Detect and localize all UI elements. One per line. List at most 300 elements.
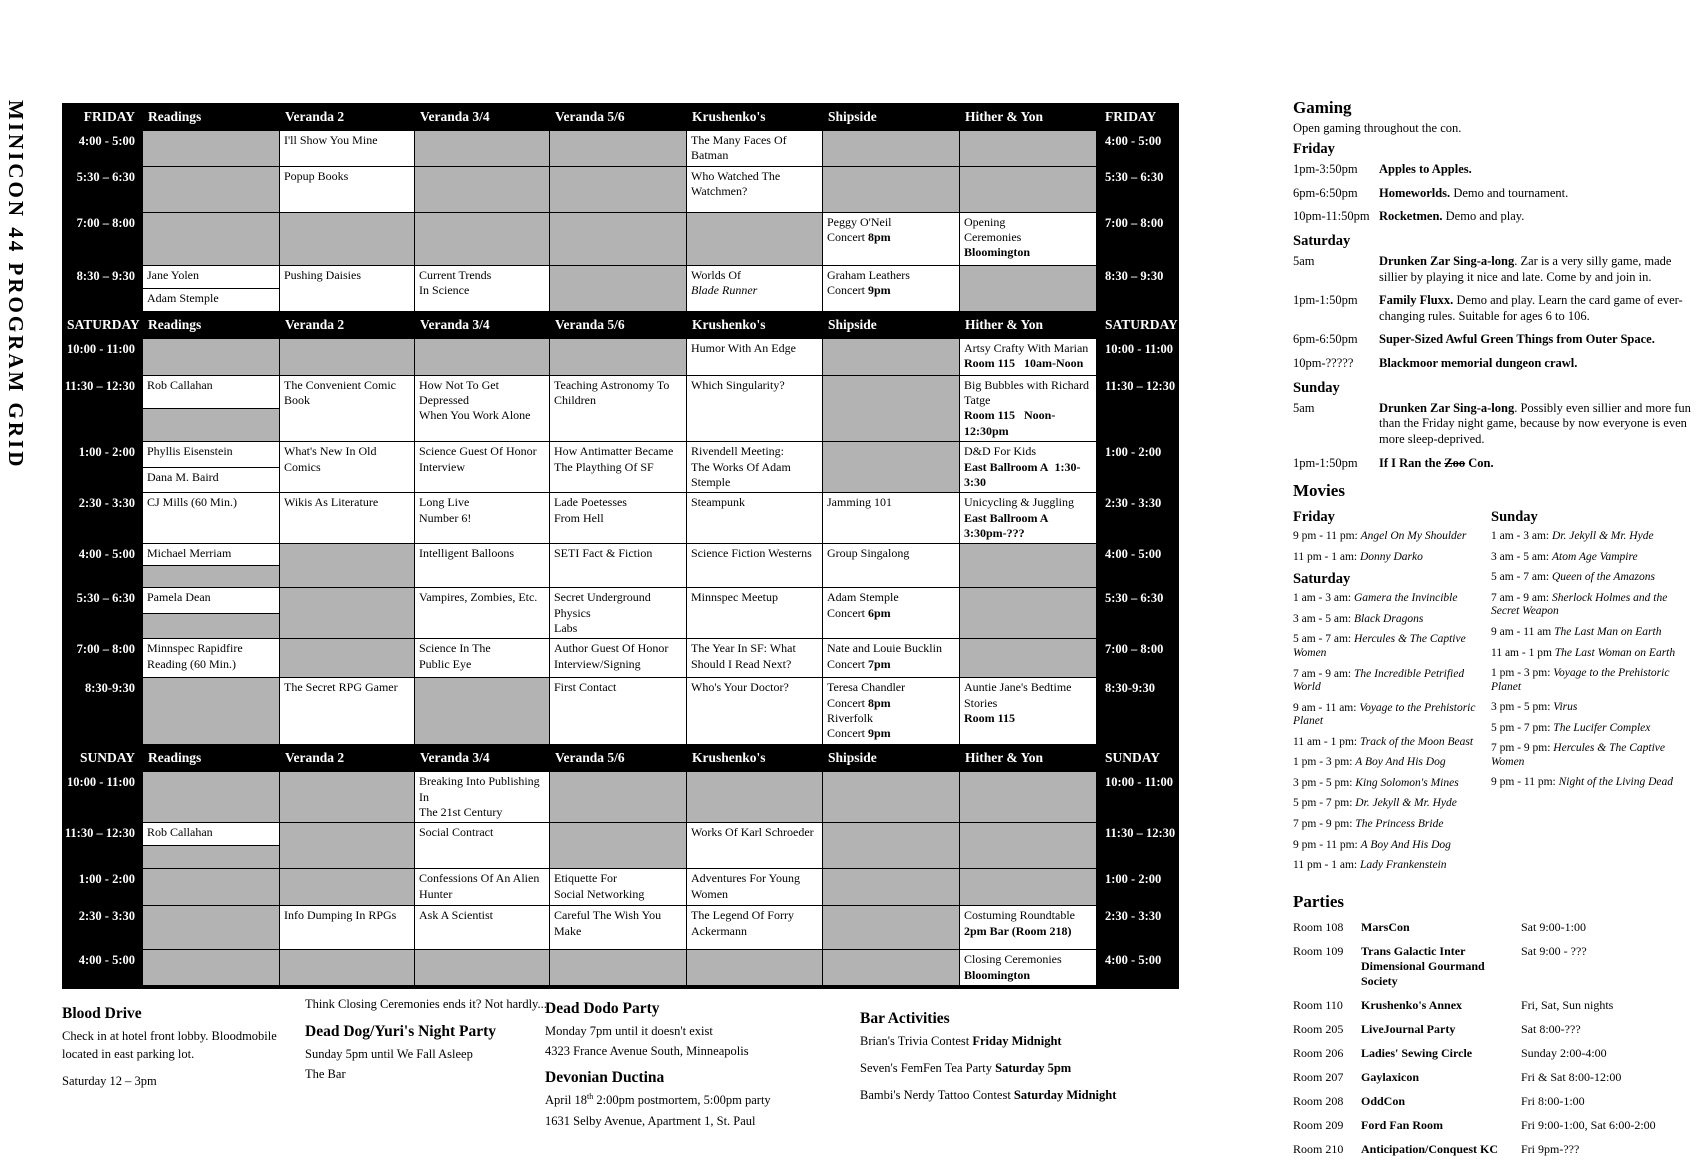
- empty-cell: [823, 950, 959, 985]
- grid-row: [62, 823, 1179, 868]
- movie-time: 7 pm - 9 pm:: [1491, 742, 1551, 755]
- split-cell: [143, 266, 279, 311]
- time-label: 4:00 - 5:00: [1097, 950, 1179, 985]
- gaming-description: Drunken Zar Sing-a-long. Possibly even sillier and more fun than the Friday night game, because by now everyone is even more sleep-deprived.: [1379, 400, 1691, 446]
- party-room: Room 206: [1293, 1045, 1344, 1060]
- event-cell: Michael Merriam: [143, 544, 279, 565]
- party-name: Gaylaxicon: [1361, 1069, 1420, 1084]
- empty-cell: [415, 167, 549, 212]
- movie-entry: [1491, 742, 1695, 769]
- day-label-left: SUNDAY: [62, 747, 142, 769]
- gaming-description: Homeworlds. Demo and tournament.: [1379, 185, 1569, 200]
- empty-cell: [687, 772, 822, 822]
- event-cell: Careful The Wish You Make: [550, 906, 686, 949]
- empty-cell: [550, 823, 686, 868]
- event-cell: Jamming 101: [823, 493, 959, 543]
- party-name: MarsCon: [1361, 919, 1410, 934]
- event-cell: Jane Yolen: [143, 266, 279, 288]
- empty-cell: [823, 869, 959, 905]
- gaming-event: [1293, 293, 1695, 324]
- movie-title: Dr. Jekyll & Mr. Hyde: [1355, 797, 1457, 810]
- gaming-description: Blackmoor memorial dungeon crawl.: [1379, 356, 1578, 370]
- grid-row: [62, 167, 1179, 212]
- party-room: Room 207: [1293, 1069, 1344, 1084]
- event-cell: Graham Leathers Concert 9pm: [823, 266, 959, 311]
- event-cell: How Not To Get Depressed When You Work Alone: [415, 376, 549, 441]
- party-name: Ladies' Sewing Circle: [1361, 1045, 1473, 1060]
- event-cell: Which Singularity?: [687, 376, 822, 441]
- text-line: 1631 Selby Avenue, Apartment 1, St. Paul: [545, 1113, 756, 1128]
- movie-entry: [1491, 667, 1695, 694]
- movie-entry: [1293, 702, 1483, 729]
- page-title: MINICON 44 PROGRAM GRID: [4, 100, 28, 470]
- empty-cell: [687, 950, 822, 985]
- movie-time: 3 pm - 5 pm:: [1293, 776, 1353, 789]
- movie-time: 9 am - 11 am: [1491, 625, 1552, 638]
- movie-title: The Lucifer Complex: [1553, 721, 1651, 734]
- event-cell: Teaching Astronomy To Children: [550, 376, 686, 441]
- event-cell: Confessions Of An Alien Hunter: [415, 869, 549, 905]
- movie-title: Voyage to the Prehistoric Planet: [1293, 701, 1476, 728]
- gaming-event: [1293, 209, 1695, 225]
- event-cell: Current Trends In Science: [415, 266, 549, 311]
- event-cell: SETI Fact & Fiction: [550, 544, 686, 587]
- movie-time: 3 am - 5 am:: [1491, 550, 1550, 563]
- time-label: 11:30 – 12:30: [62, 376, 142, 441]
- empty-cell: [960, 823, 1096, 868]
- blood-drive-section: [62, 1005, 310, 1092]
- empty-cell: [280, 213, 414, 265]
- movie-entry: [1293, 633, 1483, 660]
- event-cell: Ask A Scientist: [415, 906, 549, 949]
- party-name: Ford Fan Room: [1361, 1117, 1443, 1132]
- column-header: Veranda 5/6: [550, 106, 686, 128]
- time-label: 5:30 – 6:30: [1097, 588, 1179, 638]
- event-cell: How Antimatter Became The Plaything Of SF: [550, 442, 686, 492]
- movie-title: Night of the Living Dead: [1558, 776, 1673, 789]
- column-header: Veranda 2: [280, 106, 414, 128]
- time-label: 11:30 – 12:30: [1097, 376, 1179, 441]
- bar-activities-body: [860, 1032, 1210, 1104]
- party-name: Krushenko's Annex: [1361, 997, 1463, 1012]
- event-cell: Minnspec Meetup: [687, 588, 822, 638]
- split-cell: [143, 544, 279, 587]
- empty-cell: [280, 869, 414, 905]
- text-line: The Bar: [305, 1067, 346, 1082]
- gaming-description: Super-Sized Awful Green Things from Outer Space.: [1379, 332, 1655, 347]
- gaming-description: Family Fluxx. Demo and play. Learn the card game of ever-changing rules. Suitable for ages 6 to 106.: [1379, 293, 1683, 323]
- gaming-time: 10pm-11:50pm: [1293, 209, 1370, 224]
- event-cell: Adam Stemple Concert 6pm: [823, 588, 959, 638]
- empty-cell: [960, 266, 1096, 311]
- dead-dodo-body: [545, 1022, 845, 1060]
- empty-cell: [143, 566, 279, 587]
- party-room: Room 209: [1293, 1117, 1344, 1132]
- gaming-description: Drunken Zar Sing-a-long. Zar is a very silly game, made sillier by playing it nice and late. Come by and join in.: [1379, 253, 1672, 284]
- movie-time: 5 am - 7 am:: [1491, 571, 1550, 584]
- empty-cell: [143, 846, 279, 868]
- movie-title: Track of the Moon Beast: [1359, 735, 1474, 748]
- movie-title: Angel On My Shoulder: [1360, 530, 1467, 543]
- day-label-right: FRIDAY: [1097, 106, 1179, 128]
- movie-time: 9 pm - 11 pm:: [1293, 530, 1358, 543]
- gaming-event: [1293, 356, 1695, 372]
- column-header: Veranda 2: [280, 747, 414, 769]
- event-cell: Pamela Dean: [143, 588, 279, 613]
- empty-cell: [280, 950, 414, 985]
- movie-time: 7 am - 9 am:: [1293, 667, 1352, 680]
- party-row: [1293, 998, 1695, 1013]
- movie-entry: [1491, 776, 1695, 790]
- gaming-event: [1293, 162, 1695, 178]
- time-label: 5:30 – 6:30: [62, 167, 142, 212]
- movie-time: 1 pm - 3 pm:: [1491, 667, 1551, 680]
- movie-time: 3 pm - 5 pm:: [1491, 701, 1551, 714]
- column-header: Hither & Yon: [960, 314, 1096, 336]
- grid-row: [62, 950, 1179, 985]
- movie-title: Lady Frankenstein: [1359, 859, 1447, 872]
- grid-row: [62, 442, 1179, 492]
- movie-entry: [1491, 551, 1695, 565]
- empty-cell: [823, 906, 959, 949]
- movie-title: Dr. Jekyll & Mr. Hyde: [1552, 530, 1654, 543]
- party-row: [1293, 1094, 1695, 1109]
- event-cell: Adventures For Young Women: [687, 869, 822, 905]
- movie-entry: [1293, 859, 1483, 873]
- empty-cell: [415, 339, 549, 375]
- empty-cell: [960, 588, 1096, 638]
- empty-cell: [823, 376, 959, 441]
- party-time: Sunday 2:00-4:00: [1521, 1045, 1607, 1060]
- event-cell: First Contact: [550, 678, 686, 744]
- event-cell: Steampunk: [687, 493, 822, 543]
- party-row: [1293, 920, 1695, 935]
- grid-header-row: [62, 312, 1179, 338]
- event-cell: The Many Faces Of Batman: [687, 131, 822, 166]
- column-header: Shipside: [823, 747, 959, 769]
- empty-cell: [415, 131, 549, 166]
- event-cell: Unicycling & Juggling East Ballroom A 3:30pm-???: [960, 493, 1096, 543]
- movie-time: 7 pm - 9 pm:: [1293, 818, 1353, 830]
- text-line: Brian's Trivia Contest Friday Midnight: [860, 1034, 1062, 1048]
- movie-entry: [1293, 592, 1483, 606]
- movie-title: Hercules & The Captive Women: [1293, 633, 1466, 659]
- grid-row: [62, 639, 1179, 677]
- time-label: 4:00 - 5:00: [62, 131, 142, 166]
- time-label: 7:00 – 8:00: [1097, 213, 1179, 265]
- empty-cell: [143, 167, 279, 212]
- movie-entry: [1293, 551, 1483, 565]
- event-cell: Etiquette For Social Networking: [550, 869, 686, 905]
- bar-activities-title: Bar Activities: [860, 1010, 950, 1027]
- event-cell: CJ Mills (60 Min.): [143, 493, 279, 543]
- column-header: Krushenko's: [687, 106, 822, 128]
- empty-cell: [280, 588, 414, 638]
- party-row: [1293, 944, 1695, 989]
- movie-title: Voyage to the Prehistoric Planet: [1491, 667, 1670, 693]
- column-header: Veranda 3/4: [415, 314, 549, 336]
- event-cell: Intelligent Balloons: [415, 544, 549, 587]
- day-label-right: SUNDAY: [1097, 747, 1179, 769]
- grid-header-row: [62, 104, 1179, 130]
- movie-title: Atom Age Vampire: [1552, 550, 1638, 563]
- empty-cell: [960, 639, 1096, 677]
- event-cell: Costuming Roundtable 2pm Bar (Room 218): [960, 906, 1096, 949]
- empty-cell: [550, 950, 686, 985]
- dead-dog-title: Dead Dog/Yuri's Night Party: [305, 1023, 497, 1041]
- text-line: Sunday 5pm until We Fall Asleep: [305, 1047, 473, 1062]
- event-cell: Author Guest Of Honor Interview/Signing: [550, 639, 686, 677]
- grid-row: [62, 588, 1179, 638]
- movie-entry: [1293, 530, 1483, 544]
- empty-cell: [687, 213, 822, 265]
- gaming-intro: Open gaming throughout the con.: [1293, 121, 1462, 135]
- gaming-event: [1293, 456, 1695, 472]
- movie-time: 11 am - 1 pm:: [1293, 735, 1358, 748]
- time-label: 10:00 - 11:00: [62, 339, 142, 375]
- empty-cell: [823, 131, 959, 166]
- movie-title: A Boy And His Dog: [1360, 838, 1451, 851]
- text-line: April 18th 2:00pm postmortem, 5:00pm party: [545, 1092, 771, 1108]
- party-room: Room 109: [1293, 943, 1344, 958]
- empty-cell: [823, 442, 959, 492]
- time-label: 2:30 - 3:30: [1097, 493, 1179, 543]
- empty-cell: [960, 544, 1096, 587]
- empty-cell: [415, 213, 549, 265]
- movie-entry: [1491, 626, 1695, 640]
- empty-cell: [280, 339, 414, 375]
- movie-entry: [1293, 777, 1483, 791]
- event-cell: The Legend Of Forry Ackermann: [687, 906, 822, 949]
- event-cell: Closing Ceremonies Bloomington: [960, 950, 1096, 985]
- party-room: Room 110: [1293, 997, 1343, 1012]
- party-name: Anticipation/Conquest KC: [1361, 1141, 1499, 1156]
- movie-title: Queen of the Amazons: [1552, 571, 1655, 584]
- event-cell: Humor With An Edge: [687, 339, 822, 375]
- gaming-event: [1293, 254, 1695, 285]
- movie-entry: [1293, 818, 1483, 832]
- parties-title: Parties: [1293, 891, 1344, 911]
- movie-time: 11 pm - 1 am:: [1293, 859, 1358, 872]
- column-header: Hither & Yon: [960, 106, 1096, 128]
- gaming-title: Gaming: [1293, 98, 1352, 117]
- time-label: 11:30 – 12:30: [1097, 823, 1179, 868]
- time-label: 4:00 - 5:00: [62, 950, 142, 985]
- grid-row: [62, 339, 1179, 375]
- gaming-time: 5am: [1293, 253, 1315, 268]
- column-header: Veranda 3/4: [415, 747, 549, 769]
- gaming-time: 1pm-1:50pm: [1293, 293, 1358, 308]
- column-header: Readings: [143, 747, 279, 769]
- empty-cell: [550, 213, 686, 265]
- grid-row: [62, 544, 1179, 587]
- gaming-day-label: Friday: [1293, 141, 1335, 157]
- empty-cell: [550, 266, 686, 311]
- sidebar: [1293, 98, 1695, 1166]
- column-header: Hither & Yon: [960, 747, 1096, 769]
- column-header: Veranda 3/4: [415, 106, 549, 128]
- empty-cell: [280, 823, 414, 868]
- empty-cell: [960, 131, 1096, 166]
- party-room: Room 208: [1293, 1093, 1344, 1108]
- party-row: [1293, 1070, 1695, 1085]
- event-cell: Long Live Number 6!: [415, 493, 549, 543]
- event-cell: Dana M. Baird: [143, 468, 279, 493]
- time-label: 10:00 - 11:00: [62, 772, 142, 822]
- event-cell: Auntie Jane's Bedtime Stories Room 115: [960, 678, 1096, 744]
- movie-entry: [1491, 647, 1695, 661]
- movie-entry: [1491, 530, 1695, 544]
- grid-row: [62, 869, 1179, 905]
- empty-cell: [415, 950, 549, 985]
- empty-cell: [143, 131, 279, 166]
- movies-title: Movies: [1293, 481, 1345, 501]
- time-label: 7:00 – 8:00: [1097, 639, 1179, 677]
- movie-title: A Boy And His Dog: [1355, 756, 1446, 769]
- event-cell: Science Guest Of Honor Interview: [415, 442, 549, 492]
- time-label: 1:00 - 2:00: [62, 869, 142, 905]
- event-cell: The Secret RPG Gamer: [280, 678, 414, 744]
- day-label-right: SATURDAY: [1097, 314, 1179, 336]
- movie-time: 7 am - 9 am:: [1491, 591, 1550, 604]
- column-header: Readings: [143, 106, 279, 128]
- party-name: OddCon: [1361, 1093, 1406, 1108]
- text-line: Monday 7pm until it doesn't exist: [545, 1024, 713, 1038]
- time-label: 1:00 - 2:00: [1097, 442, 1179, 492]
- column-header: Veranda 2: [280, 314, 414, 336]
- empty-cell: [415, 678, 549, 744]
- empty-cell: [823, 167, 959, 212]
- gaming-description: Apples to Apples.: [1379, 162, 1472, 176]
- empty-cell: [143, 906, 279, 949]
- time-label: 8:30 – 9:30: [62, 266, 142, 311]
- movie-title: Gamera the Invincible: [1354, 592, 1458, 605]
- dead-dog-section: [305, 995, 553, 1085]
- movie-entry: [1491, 592, 1695, 619]
- text-line: Bambi's Nerdy Tattoo Contest Saturday Midnight: [860, 1088, 1117, 1103]
- dead-dog-body: [305, 1045, 553, 1083]
- empty-cell: [280, 772, 414, 822]
- split-cell: [143, 588, 279, 638]
- gaming-event: [1293, 332, 1695, 348]
- time-label: 2:30 - 3:30: [62, 906, 142, 949]
- event-cell: Opening Ceremonies Bloomington: [960, 213, 1096, 265]
- time-label: 1:00 - 2:00: [1097, 869, 1179, 905]
- party-row: [1293, 1142, 1695, 1157]
- party-time: Sat 8:00-???: [1521, 1021, 1581, 1036]
- time-label: 5:30 – 6:30: [1097, 167, 1179, 212]
- program-grid: [62, 103, 1179, 989]
- event-cell: Rivendell Meeting: The Works Of Adam Stemple: [687, 442, 822, 492]
- movie-entry: [1293, 797, 1483, 811]
- event-cell: Rob Callahan: [143, 823, 279, 845]
- party-time: Fri 9pm-???: [1521, 1141, 1580, 1156]
- grid-row: [62, 772, 1179, 822]
- split-cell: [143, 823, 279, 868]
- blood-drive-title: Blood Drive: [62, 1005, 142, 1022]
- time-label: 8:30 – 9:30: [1097, 266, 1179, 311]
- grid-header-row: [62, 745, 1179, 771]
- movie-time: 5 am - 7 am:: [1293, 633, 1352, 646]
- grid-row: [62, 376, 1179, 441]
- grid-row: [62, 678, 1179, 744]
- gaming-description: Rocketmen. Demo and play.: [1379, 209, 1525, 224]
- gaming-day-label: Saturday: [1293, 232, 1351, 249]
- party-name: Trans Galactic Inter Dimensional Gourmand Society: [1361, 943, 1485, 988]
- empty-cell: [550, 339, 686, 375]
- event-cell: Wikis As Literature: [280, 493, 414, 543]
- movie-time: 3 am - 5 am:: [1293, 612, 1352, 625]
- event-cell: The Year In SF: What Should I Read Next?: [687, 639, 822, 677]
- empty-cell: [143, 213, 279, 265]
- event-cell: Popup Books: [280, 167, 414, 212]
- party-room: Room 108: [1293, 919, 1344, 934]
- event-cell: What's New In Old Comics: [280, 442, 414, 492]
- party-row: [1293, 1118, 1695, 1133]
- time-label: 5:30 – 6:30: [62, 588, 142, 638]
- gaming-time: 6pm-6:50pm: [1293, 332, 1358, 347]
- dead-dodo-section: [545, 1000, 845, 1132]
- movie-title: Hercules & The Captive Women: [1491, 742, 1665, 768]
- party-time: Fri 8:00-1:00: [1521, 1093, 1585, 1108]
- time-label: 1:00 - 2:00: [62, 442, 142, 492]
- empty-cell: [823, 339, 959, 375]
- event-cell: Nate and Louie Bucklin Concert 7pm: [823, 639, 959, 677]
- movie-time: 5 pm - 7 pm:: [1491, 721, 1551, 734]
- movie-entry: [1491, 722, 1695, 736]
- party-row: [1293, 1046, 1695, 1061]
- event-cell: Who Watched The Watchmen?: [687, 167, 822, 212]
- party-time: Fri 9:00-1:00, Sat 6:00-2:00: [1521, 1117, 1656, 1132]
- event-cell: Minnspec Rapidfire Reading (60 Min.): [143, 639, 279, 677]
- event-cell: Vampires, Zombies, Etc.: [415, 588, 549, 638]
- column-header: Krushenko's: [687, 314, 822, 336]
- text-line: 4323 France Avenue South, Minneapolis: [545, 1044, 749, 1059]
- column-header: Shipside: [823, 106, 959, 128]
- empty-cell: [143, 339, 279, 375]
- movies-day-label: Saturday: [1293, 571, 1351, 588]
- gaming-time: 5am: [1293, 400, 1315, 415]
- text-line: Seven's FemFen Tea Party Saturday 5pm: [860, 1061, 1072, 1076]
- party-time: Sat 9:00-1:00: [1521, 919, 1586, 934]
- movies-day-label: Sunday: [1491, 509, 1538, 526]
- event-cell: The Convenient Comic Book: [280, 376, 414, 441]
- party-name: LiveJournal Party: [1361, 1021, 1456, 1036]
- time-label: 4:00 - 5:00: [62, 544, 142, 587]
- grid-row: [62, 131, 1179, 166]
- movies-day-label: Friday: [1293, 509, 1335, 526]
- movie-title: Donny Darko: [1359, 550, 1423, 563]
- event-cell: Social Contract: [415, 823, 549, 868]
- movie-time: 11 pm - 1 am:: [1293, 550, 1358, 563]
- movie-time: 11 am - 1 pm: [1491, 646, 1552, 659]
- event-cell: Who's Your Doctor?: [687, 678, 822, 744]
- empty-cell: [143, 772, 279, 822]
- time-label: 11:30 – 12:30: [62, 823, 142, 868]
- time-label: 8:30-9:30: [62, 678, 142, 744]
- time-label: 8:30-9:30: [1097, 678, 1179, 744]
- time-label: 10:00 - 11:00: [1097, 339, 1179, 375]
- empty-cell: [280, 544, 414, 587]
- split-cell: [143, 376, 279, 441]
- movies-columns: [1293, 504, 1695, 880]
- party-time: Fri, Sat, Sun nights: [1521, 997, 1614, 1012]
- gaming-time: 6pm-6:50pm: [1293, 185, 1358, 200]
- event-cell: Artsy Crafty With Marian Room 115 10am-Noon: [960, 339, 1096, 375]
- movie-entry: [1491, 701, 1695, 715]
- event-cell: Phyllis Eisenstein: [143, 442, 279, 467]
- grid-row: [62, 213, 1179, 265]
